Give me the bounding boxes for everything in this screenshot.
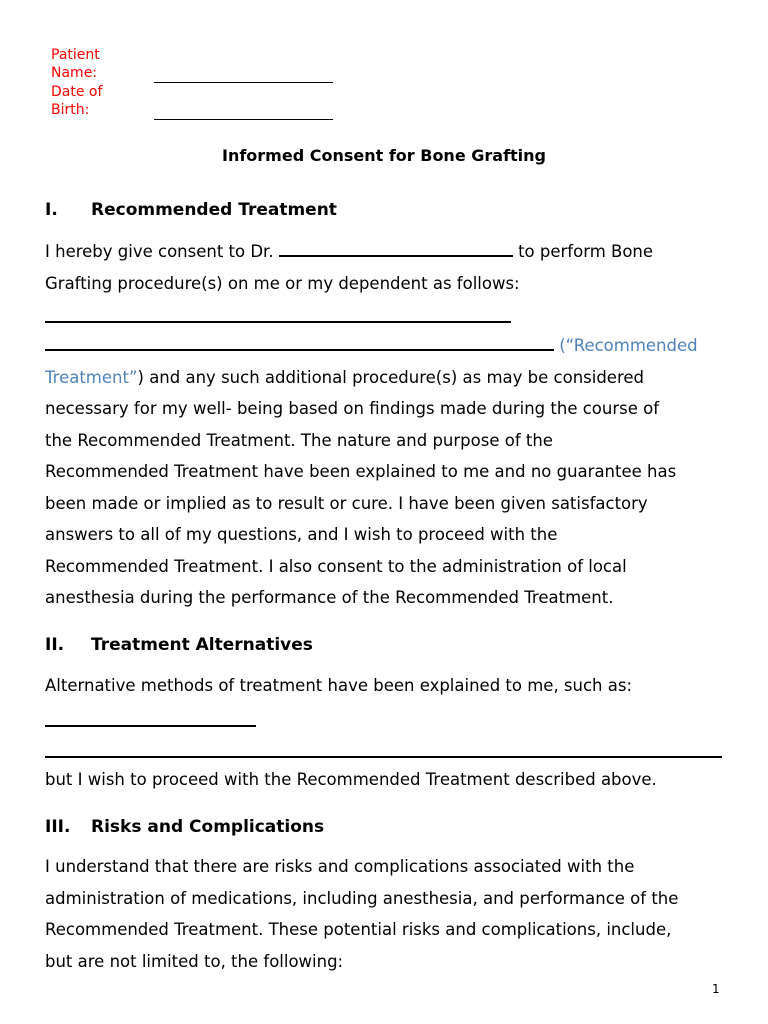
section-3-line: but are not limited to, the following: — [45, 951, 344, 971]
treatment-blank-line-2[interactable] — [45, 335, 554, 351]
section-2-heading — [45, 635, 313, 655]
section-3-line: I understand that there are risks and complications associated with the — [45, 857, 635, 876]
date-of-birth-field[interactable] — [154, 119, 333, 120]
section-1-heading — [45, 200, 337, 220]
dob-label-line1: Date of — [51, 84, 103, 100]
section-3-heading — [45, 817, 324, 837]
section-1-line: anesthesia during the performance of the Recommended Treatment. — [45, 588, 614, 607]
recommended-treatment-label-1: (“Recommended — [554, 336, 698, 355]
consent-text-line2: Grafting procedure(s) on me or my dependent as follows: — [45, 273, 520, 293]
section-1-line: Recommended Treatment. I also consent to the administration of local — [45, 556, 627, 576]
consent-text-end: to perform Bone — [512, 242, 654, 261]
patient-name-field[interactable] — [154, 82, 333, 83]
section-1-consent-paragraph — [45, 236, 735, 299]
section-1-line: the Recommended Treatment. The nature and purpose of the — [45, 430, 553, 450]
section-2-number: II. — [45, 635, 65, 655]
consent-text-start: I hereby give consent to Dr. — [45, 242, 274, 261]
section-1-line: been made or implied as to result or cure. I have been given satisfactory — [45, 493, 648, 513]
section-3-title: Risks and Complications — [91, 817, 325, 837]
treatment-text-rest: ) and any such additional procedure(s) as may be considered — [137, 367, 645, 387]
section-3-line: administration of medications, including anesthesia, and performance of the — [45, 888, 679, 908]
alternatives-blank-line-1[interactable] — [45, 725, 256, 727]
patient-name-label — [51, 46, 100, 82]
dob-label-line2: Birth: — [51, 102, 90, 118]
section-1-line: necessary for my well- being based on findings made during the course of — [45, 399, 660, 418]
section-1-line: Recommended Treatment have been explained to me and no guarantee has — [45, 462, 677, 481]
date-of-birth-label — [51, 83, 102, 119]
section-3-paragraph — [45, 851, 735, 977]
patient-name-label-line2: Name: — [51, 65, 98, 81]
alternatives-blank-line-2[interactable] — [45, 756, 722, 758]
section-2-title: Treatment Alternatives — [91, 635, 313, 655]
section-1-title: Recommended Treatment — [91, 200, 337, 220]
section-1-line: answers to all of my questions, and I wish to proceed with the — [45, 525, 558, 544]
patient-name-label-line1: Patient — [51, 47, 100, 63]
section-3-number: III. — [45, 817, 71, 837]
document-title: Informed Consent for Bone Grafting — [221, 146, 546, 165]
treatment-blank-line-1[interactable] — [45, 321, 511, 323]
doctor-name-field[interactable] — [279, 241, 513, 257]
section-1-treatment-paragraph — [45, 330, 735, 614]
recommended-treatment-label-2: Treatment” — [45, 367, 138, 387]
alternatives-intro: Alternative methods of treatment have been explained to me, such as: — [45, 676, 633, 695]
section-1-number: I. — [45, 200, 58, 220]
page-number: 1 — [712, 982, 720, 996]
section-3-line: Recommended Treatment. These potential risks and complications, include, — [45, 920, 672, 939]
alternatives-conclusion: but I wish to proceed with the Recommended Treatment described above. — [45, 770, 657, 789]
